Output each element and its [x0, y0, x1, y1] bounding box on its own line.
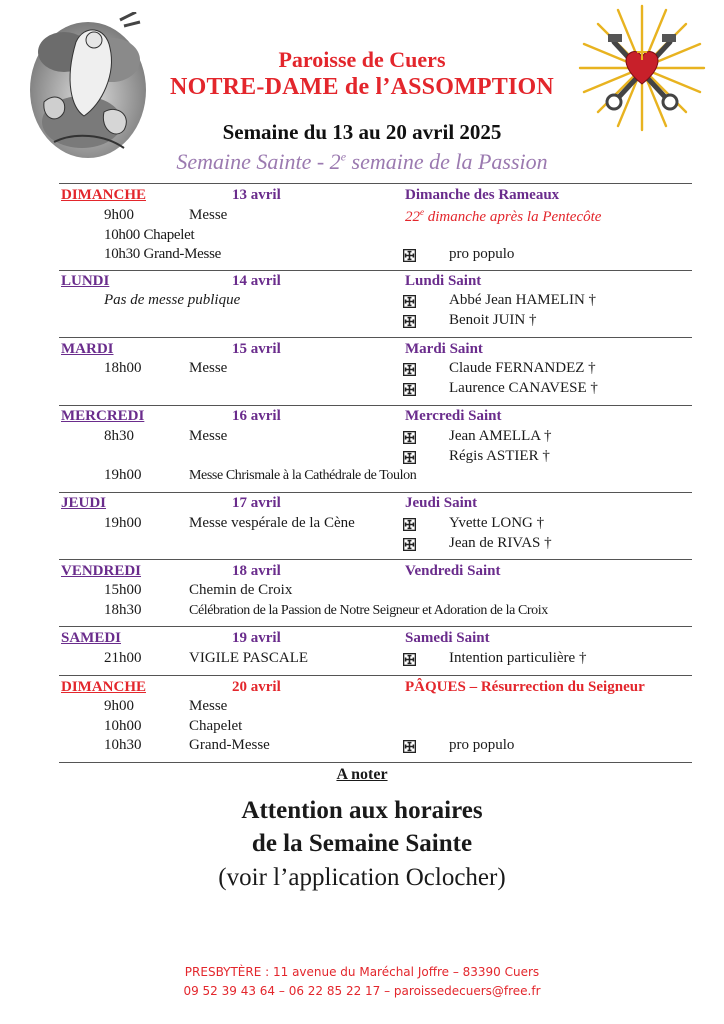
- day-date: 14 avril: [232, 273, 281, 289]
- day-separator: [59, 675, 692, 676]
- day-name: DIMANCHE: [61, 187, 146, 203]
- cross-potent-icon: [403, 518, 416, 531]
- mass-label: Messe Chrismale à la Cathédrale de Toulon: [189, 468, 417, 483]
- day-feast: Lundi Saint: [405, 273, 482, 289]
- week-subtitle: [0, 149, 724, 175]
- mass-intention: pro populo: [449, 737, 515, 753]
- day-name: MARDI: [61, 341, 114, 357]
- day-date: 13 avril: [232, 187, 281, 203]
- attention-line-2: de la Semaine Sainte: [251, 830, 473, 857]
- day-name: MERCREDI: [61, 408, 145, 424]
- cross-potent-icon: [403, 249, 416, 262]
- mass-intention: Yvette LONG †: [449, 515, 545, 531]
- day-feast: Dimanche des Rameaux: [405, 187, 560, 203]
- day-name: VENDREDI: [61, 563, 142, 579]
- no-mass-note: Pas de messe publique: [104, 292, 241, 308]
- mass-intention: Jean AMELLA †: [449, 428, 552, 444]
- mass-intention: Benoit JUIN †: [449, 312, 537, 328]
- feast-note-ordinal: e: [420, 207, 424, 217]
- mass-label: Messe: [189, 207, 228, 223]
- table-bottom-rule: [59, 762, 692, 763]
- mass-time: 19h00: [104, 515, 142, 531]
- cross-potent-icon: [403, 295, 416, 308]
- week-title: Semaine du 13 au 20 avril 2025: [222, 120, 502, 144]
- day-feast: Vendredi Saint: [405, 563, 501, 579]
- week-subtitle-rest: semaine de la Passion: [346, 149, 548, 174]
- day-name: DIMANCHE: [61, 679, 146, 695]
- mass-intention: Intention particulière †: [449, 650, 587, 666]
- mass-time: 9h00: [104, 698, 134, 714]
- mass-label: Messe: [189, 360, 228, 376]
- mass-time: 9h00: [104, 207, 134, 223]
- footer-address: PRESBYTÈRE : 11 avenue du Maréchal Joffre – 83390 Cuers: [184, 965, 540, 979]
- day-date: 16 avril: [232, 408, 281, 424]
- day-separator: [59, 626, 692, 627]
- cross-potent-icon: [403, 315, 416, 328]
- mass-time: 10h30 Grand-Messe: [104, 246, 221, 262]
- mass-time: 15h00: [104, 582, 142, 598]
- mass-label: Messe: [189, 428, 228, 444]
- day-feast: Mercredi Saint: [405, 408, 502, 424]
- cross-potent-icon: [403, 431, 416, 444]
- mass-time: 8h30: [104, 428, 134, 444]
- cross-potent-icon: [403, 451, 416, 464]
- mass-label: Messe: [189, 698, 228, 714]
- mass-intention: Abbé Jean HAMELIN †: [449, 292, 597, 308]
- mass-time: 10h00 Chapelet: [104, 227, 195, 243]
- mass-intention: Jean de RIVAS †: [449, 535, 552, 551]
- mass-label: Grand-Messe: [189, 737, 270, 753]
- week-subtitle-ordinal: e: [340, 149, 347, 164]
- day-feast: PÂQUES – Résurrection du Seigneur: [405, 679, 645, 695]
- day-separator: [59, 559, 692, 560]
- day-date: 19 avril: [232, 630, 281, 646]
- cross-potent-icon: [403, 538, 416, 551]
- day-feast: Jeudi Saint: [405, 495, 478, 511]
- day-name: JEUDI: [61, 495, 107, 511]
- mass-label: Célébration de la Passion de Notre Seigneur et Adoration de la Croix: [189, 603, 548, 618]
- mass-time: 19h00: [104, 467, 142, 483]
- day-name: LUNDI: [61, 273, 110, 289]
- attention-line-3: (voir l’application Oclocher): [218, 864, 506, 891]
- day-separator: [59, 337, 692, 338]
- day-date: 17 avril: [232, 495, 281, 511]
- mass-intention: Claude FERNANDEZ †: [449, 360, 596, 376]
- mass-label: Messe vespérale de la Cène: [189, 515, 355, 531]
- mass-time: 18h00: [104, 360, 142, 376]
- mass-intention: Régis ASTIER †: [449, 448, 550, 464]
- cross-potent-icon: [403, 740, 416, 753]
- cross-potent-icon: [403, 653, 416, 666]
- mass-time: 18h30: [104, 602, 142, 618]
- feast-note-number: 22: [405, 209, 420, 225]
- mass-label: VIGILE PASCALE: [189, 650, 309, 666]
- week-subtitle-text: Semaine Sainte - 2: [176, 149, 341, 174]
- footer-contacts: 09 52 39 43 64 – 06 22 85 22 17 – paroissedecuers@free.fr: [183, 984, 541, 998]
- feast-note: [405, 207, 601, 226]
- day-separator: [59, 492, 692, 493]
- day-date: 20 avril: [232, 679, 281, 695]
- feast-note-text: dimanche après la Pentecôte: [424, 209, 602, 225]
- table-top-rule: [59, 183, 692, 184]
- mass-time: 21h00: [104, 650, 142, 666]
- parish-dedication: NOTRE-DAME de l’ASSOMPTION: [170, 74, 554, 100]
- mass-time: 10h00: [104, 718, 142, 734]
- mass-label: Chapelet: [189, 718, 243, 734]
- parish-name: Paroisse de Cuers: [278, 47, 446, 72]
- mass-label: Chemin de Croix: [189, 582, 293, 598]
- mass-intention: pro populo: [449, 246, 515, 262]
- day-feast: Samedi Saint: [405, 630, 490, 646]
- note-heading: A noter: [336, 766, 388, 783]
- mass-intention: Laurence CANAVESE †: [449, 380, 598, 396]
- day-date: 15 avril: [232, 341, 281, 357]
- day-separator: [59, 405, 692, 406]
- day-name: SAMEDI: [61, 630, 122, 646]
- day-feast: Mardi Saint: [405, 341, 483, 357]
- day-separator: [59, 270, 692, 271]
- cross-potent-icon: [403, 383, 416, 396]
- day-date: 18 avril: [232, 563, 281, 579]
- mass-time: 10h30: [104, 737, 142, 753]
- cross-potent-icon: [403, 363, 416, 376]
- attention-line-1: Attention aux horaires: [241, 797, 483, 824]
